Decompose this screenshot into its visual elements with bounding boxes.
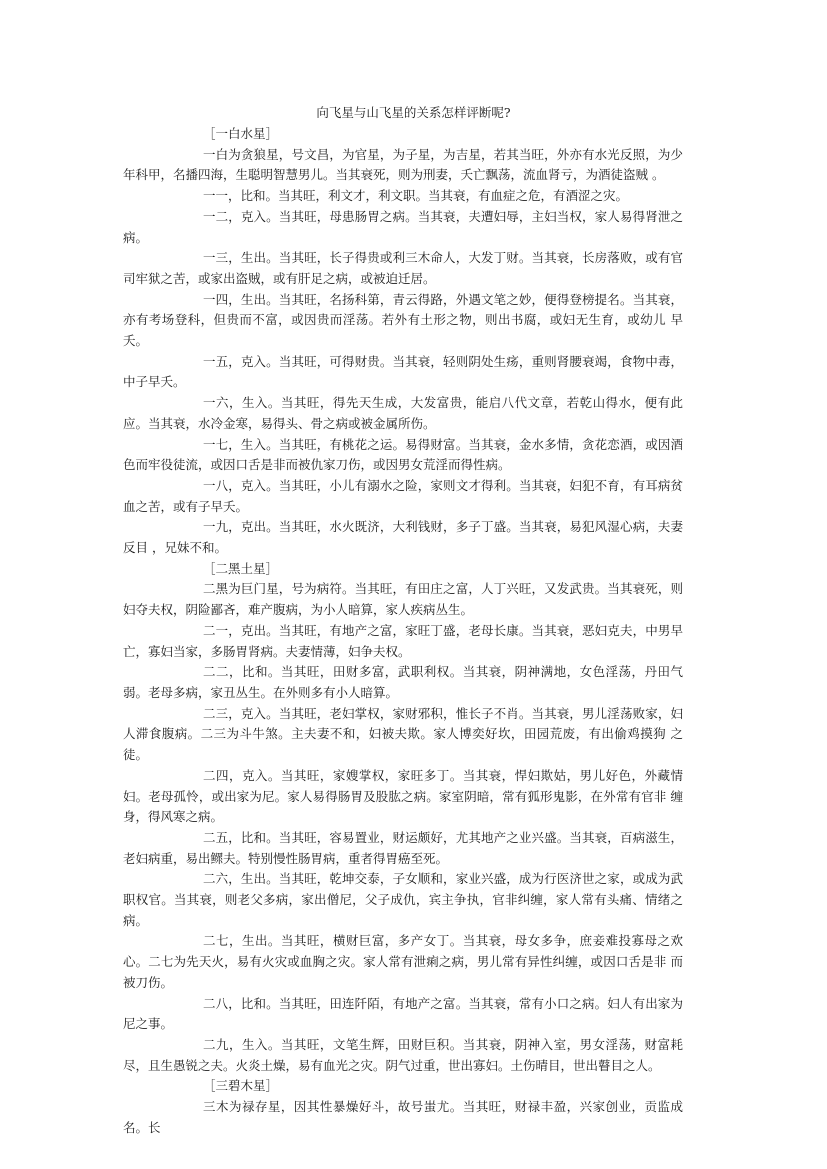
paragraph: 二五，比和。当其旺，容易置业，财运颇好，尤其地产之业兴盛。当其衰，百病滋生，老妇病重，易出鳏夫。特别慢性肠胃病，重者得胃癌至死。 (123, 829, 683, 866)
paragraph: 二六，生出。当其旺，乾坤交泰，子女顺和，家业兴盛，成为行医济世之家，或成为武职权官。当其衰，则老父多病，家出僧尼，父子成仇，宾主争执，官非纠缠，家人常有头痛、情绪之病。 (123, 871, 683, 928)
paragraph: 二四，克入。当其旺，家嫂掌权，家旺多丁。当其衰，悍妇欺姑，男儿好色，外藏情妇。老母孤怜，或出家为尼。家人易得肠胃及股肱之病。家室阴暗，常有狐形鬼影，在外常有官非 缠身，得风寒之病。 (123, 767, 683, 825)
document-title: 向飞星与山飞星的关系怎样评断呢? (316, 105, 511, 120)
paragraph: 一九，克出。当其旺，水火既济，大利钱财，多子丁盛。当其衰，易犯风湿心病，夫妻反目 ，兄妹不和。 (123, 519, 683, 556)
section-heading: ［三碧木星］ (203, 1078, 279, 1094)
paragraph: 三木为禄存星，因其性暴燥好斗，故号蚩尤。当其旺，财禄丰盈，兴家创业，贡监成名。长 (123, 1099, 683, 1135)
paragraph: 二七，生出。当其旺，横财巨富，多产女丁。当其衰，母女多争，庶妾难投寡母之欢心。二七为先天火，易有火灾或血胸之灾。家人常有泄痢之病，男儿常有异性纠缠，或因口舌是非 而被刀伤。 (123, 933, 683, 990)
paragraph: 二三，克入。当其旺，老妇掌权，家财邪积，惟长子不肖。当其衰，男儿淫荡败家，妇人滞食腹病。二三为斗牛煞。主夫妻不和，妇被夫欺。家人博奕好坎，田园荒废，有出偷鸡摸狗 之徒。 (123, 705, 683, 763)
paragraph: 一八，克入。当其旺，小儿有溺水之险，家则文才得利。当其衰，妇犯不育，有耳病贫血之苦，或有子早夭。 (123, 477, 683, 514)
paragraph: 二二，比和。当其旺，田财多富，武职利权。当其衰，阴神满地，女色淫荡，丹田气弱。老母多病，家丑丛生。在外则多有小人暗算。 (123, 664, 683, 700)
paragraph: 一三，生出。当其旺，长子得贵或利三木命人，大发丁财。当其衰，长房落败，或有官司牢狱之苦，或家出盗贼，或有肝足之病，或被迫迁居。 (123, 250, 683, 286)
paragraph: 一七，生入。当其旺，有桃花之运。易得财富。当其衰，金水多情，贪花恋酒，或因酒色而牢役徒流，或因口舌是非而被仇家刀伤，或因男女荒淫而得性病。 (123, 436, 683, 473)
paragraph: 一二，克入。当其旺，母患肠胃之病。当其衰，夫遭妇辱，主妇当权，家人易得肾泄之病。 (123, 208, 683, 245)
paragraph: 一四，生出。当其旺，名扬科第，青云得路，外遇文笔之妙，便得登榜提名。当其衰，亦有考场登科，但贵而不富，或因贵而淫荡。若外有土形之物，则出书腐，或妇无生育，或幼儿 早夭。 (123, 291, 683, 349)
paragraph: 一五，克入。当其旺，可得财贵。当其衰，轻则阴处生疡，重则肾腰衰竭，食物中毒，中子早夭。 (123, 353, 683, 390)
paragraph: 一白为贪狼星，号文昌，为官星，为子星，为吉星，若其当旺，外亦有水光反照，为少年科甲，名播四海，生聪明智慧男儿。当其衰死，则为刑妻，夭亡飘荡，流血肾亏，为酒徒盗贼 。 (123, 146, 683, 183)
paragraph: 二八，比和。当其旺，田连阡陌，有地产之富。当其衰，常有小口之病。妇人有出家为尼之事。 (123, 995, 683, 1032)
document-body (123, 124, 683, 1138)
section-heading: ［一白水星］ (203, 126, 279, 141)
paragraph: 二九，生入。当其旺，文笔生辉，田财巨积。当其衰，阴神入室，男女淫荡，财富耗尽，且生愚锐之夫。火炎土燥，易有血光之灾。阴气过重，世出寡妇。土伤晴目，世出瞽目之人。 (123, 1036, 683, 1073)
paragraph: 二黑为巨门星，号为病符。当其旺，有田庄之富，人丁兴旺，又发武贵。当其衰死，则妇夺夫权，阴险鄙吝，难产腹病，为小人暗算，家人疾病丛生。 (123, 581, 683, 618)
paragraph: 二一，克出。当其旺，有地产之富，家旺丁盛，老母长康。当其衰，恶妇克夫，中男早亡，寡妇当家，多肠胃肾病。夫妻情薄，妇争夫权。 (123, 622, 683, 659)
paragraph: 一一，比和。当其旺，利文才，利文职。当其衰，有血症之危，有酒涩之灾。 (203, 188, 629, 204)
paragraph: 一六，生入。当其旺，得先天生成，大发富贵，能启八代文章，若乾山得水，便有此应。当其衰，水冷金寒，易得头、骨之病或被金属所伤。 (123, 395, 683, 431)
section-heading: ［二黑土星］ (203, 560, 279, 576)
